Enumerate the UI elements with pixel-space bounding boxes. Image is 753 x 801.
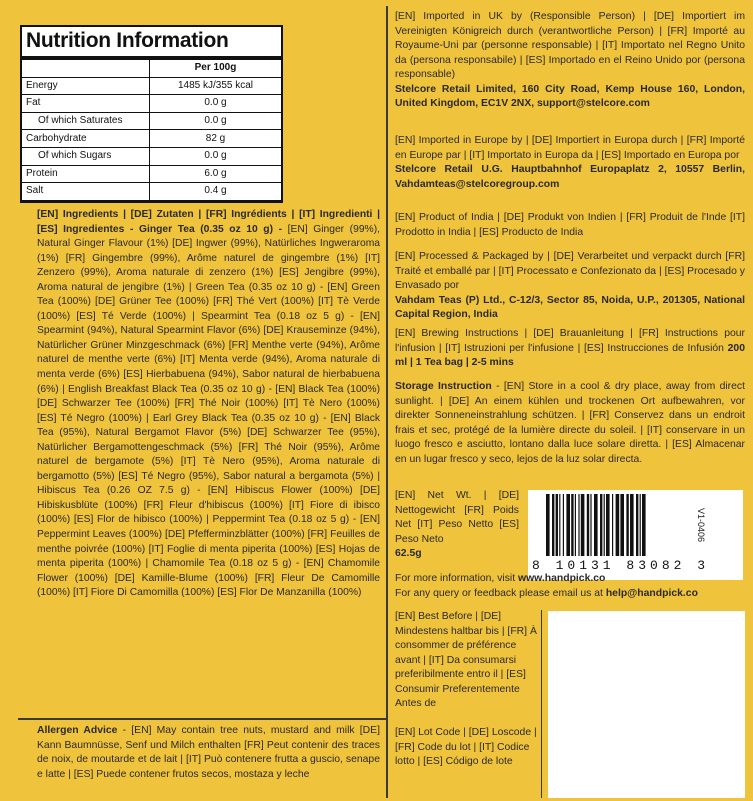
nutrient-value: 1485 kJ/355 kcal: [150, 77, 282, 95]
barcode-bar: [552, 494, 554, 556]
nutrition-title: Nutrition Information: [22, 27, 281, 60]
per-100g-header: Per 100g: [150, 60, 282, 77]
brewing-text: [EN] Brewing Instructions | [DE] Brauanleitung | [FR] Instructions pour l'infusion | [IT] Istruzioni per l'infusione | [ES] Instrucciones de Infusión: [395, 328, 745, 354]
storage-block: [395, 380, 745, 480]
barcode-bar: [581, 494, 585, 556]
import-eu-block: [395, 134, 745, 206]
barcode-number: 8 10131 83082 3: [532, 558, 710, 573]
column-divider: [386, 6, 388, 798]
origin-block: [EN] Product of India | [DE] Produkt von Indien | [FR] Produit de l'Inde [IT] Prodotto in India | [ES] Producto de India: [395, 212, 745, 238]
barcode-bar: [559, 494, 560, 556]
nutrition-rows: [22, 60, 281, 201]
ingredients-text: [EN] Ginger (99%), Natural Ginger Flavour (1%) [DE] Ingwer (99%), Natürliches Ingweraroma (1%) [FR] Gingembre (99%), Arôme naturel de gingembre (1%) [IT] Zenzero (99%), Aroma naturale di zenzero (1%) [ES] Jengibre (99%), Aroma natural de jengibre (1%) | Green Tea (0.35 oz 10 g) - [EN] Green Tea (100%) [DE] Grüner Tee (100%) [FR] Thé Vert (100%) [IT] Tè Verde (100%) [ES] Té Verde (100%) | Spearmint Tea (0.18 oz 5 g) - [EN] Spearmint (94%), Natural Spearmint Flavor (6%) [DE] Krauseminze (94%), Natürlicher Grüner Minzgeschmack (6%) [FR] Menthe verte (94%), Arôme naturel de menthe verte (6%) [IT] Menta verde (94%), Aroma naturale di menta verde (6%) [ES] Hierbabuena (94%), Sabor natural de hierbabuena (6%) | English Breakfast Black Tea (0.35 oz 10 g) - [EN] Black Tea (100%) [DE] Schwarzer Tee (100%) [FR] Thé Noir (100%) [IT] Tè Nero (100%) [ES] Té Negro (100%) | Earl Grey Black Tea (0.35 oz 10 g) - [EN] Black Tea (95%), Natural Bergamot Flavor (5%) [DE] Schwarzer Tee (95%), Natürlicher Bergamottengeschmack (5%) [FR] Thé Noir (95%), Arôme naturel de bergamote (5%) [IT] Tè Nero (95%), Aroma naturale di bergamotto (5%) [ES] Té Negro (95%), Sabor natural a bergamota (5%) | Hibiscus Tea (0.26 OZ 7.5 g) - [EN] Hibiscus Flower (100%) [DE] Hibiskusblüte (100%) [FR] Fleur d'hibiscus (100%) [IT] Fiore di ibisco (100%) [ES] Flor de hibisco (100%) | Peppermint Tea (0.18 oz 5 g) - [EN] Peppermint Leaves (100%) [DE] Pfefferminzblätter (100%) [FR] Feuilles de menthe poivrée (100%) [IT] Foglie di menta piperita (100%) [ES] Hojas de menta piperita (100%) | Chamomile Tea (0.18 oz 5 g) - [EN] Chamomile Flower (100%) [DE] Kamille-Blume (100%) [FR] Fleur De Camomille (100%) [IT] Fiore Di Camomilla (100%) [ES] Flor De Manzanilla (100%): [37, 223, 380, 599]
import-uk-address: Stelcore Retail Limited, 160 City Road, Kemp House 160, London, United Kingdom, EC1V 2NX, support@stelcore.com: [395, 83, 745, 109]
net-weight-value: 62.5g: [395, 548, 422, 559]
barcode-bar: [587, 494, 589, 556]
nutrient-value: 0.4 g: [150, 183, 282, 201]
nutrient-value: 0.0 g: [150, 112, 282, 130]
best-before-field: [548, 611, 745, 723]
import-uk-text: [EN] Imported in UK by (Responsible Person) | [DE] Importiert im Vereinigten Königreich durch (verantwortliche Person) | [FR] Importé au Royaume-Uni par (personne responsable) | [IT] Importato nel Regno Unito da (persona responsabile) | [ES] Importado en el Reino Unido por (persona responsable): [395, 11, 745, 80]
barcode-bar: [642, 494, 646, 556]
import-eu-text: [EN] Imported in Europe by | [DE] Importiert in Europa durch | [FR] Importé en Europe par | [IT] Importato in Europa da | [ES] Importado en Europa por: [395, 135, 745, 161]
barcode-bar: [546, 494, 550, 556]
barcode-bar: [600, 494, 602, 556]
barcode-bar: [571, 494, 573, 556]
barcode-bar: [578, 494, 579, 556]
ingredients-header: [EN] Ingredients | [DE] Zutaten | [FR] Ingrédients | [IT] Ingredienti | [ES] Ingredientes - Ginger Tea (0.35 oz 10 g) -: [37, 209, 380, 235]
best-before-block: [EN] Best Before | [DE] Mindestens haltbar bis | [FR] À consommer de préférence avant | [IT] Da consumarsi preferibilmente entro il | [ES] Consumir Preferentemente Antes de: [395, 611, 537, 709]
import-eu-address: Stelcore Retail U.G. Hauptbahnhof Europaplatz 2, 10557 Berlin, Vahdamteas@stelcoregroup.com: [395, 164, 745, 190]
barcode-bar: [606, 494, 610, 556]
barcode-bar: [640, 494, 641, 556]
barcode-bar: [575, 494, 576, 556]
nutrient-value: 82 g: [150, 130, 282, 148]
allergen-block: [37, 724, 380, 796]
import-uk-block: [395, 10, 745, 122]
feedback-text: For any query or feedback please email us at: [395, 588, 606, 599]
nutrient-value: 0.0 g: [150, 147, 282, 165]
more-info-text: For more information, visit: [395, 573, 518, 584]
processed-address: Vahdam Teas (P) Ltd., C-12/3, Sector 85, Noida, U.P., 201305, National Capital Region, India: [395, 294, 745, 320]
website-link[interactable]: www.handpick.co: [518, 573, 606, 584]
storage-label: Storage Instruction: [395, 381, 492, 392]
more-info-line: [395, 572, 745, 588]
barcode: [528, 490, 743, 580]
brewing-block: [395, 327, 745, 372]
nutrition-table: [20, 25, 283, 203]
processed-block: [395, 250, 745, 320]
barcode-bar: [612, 494, 613, 556]
nutrient-name: Salt: [22, 183, 150, 201]
nutrient-name: Energy: [22, 77, 150, 95]
best-before-divider: [541, 610, 542, 798]
barcode-bar: [566, 494, 570, 556]
barcode-bar: [636, 494, 638, 556]
nutrient-name: Of which Sugars: [22, 147, 150, 165]
product-code: V1-0406: [696, 508, 706, 543]
barcode-bar: [604, 494, 605, 556]
barcode-bar: [630, 494, 634, 556]
nutrient-name: Carbohydrate: [22, 130, 150, 148]
nutrient-name: Protein: [22, 165, 150, 183]
barcode-bar: [616, 494, 620, 556]
allergen-text: - [EN] May contain tree nuts, mustard and milk [DE] Kann Baumnüsse, Senf und Milch enthalten [FR] Peut contenir des traces de noix, de moutarde et de lait | [IT] Può contenere frutta a guscio, senape e latte | [ES] Puede contener frutos secos, mostaza y leche: [37, 725, 380, 780]
nutrient-value: 6.0 g: [150, 165, 282, 183]
nutrient-value: 0.0 g: [150, 95, 282, 113]
barcode-bar: [626, 494, 628, 556]
barcode-bar: [594, 494, 598, 556]
feedback-line: [395, 587, 745, 603]
barcode-bar: [620, 494, 624, 556]
processed-text: [EN] Processed & Packaged by | [DE] Verarbeitet und verpackt durch [FR] Traité et emballé par | [IT] Processato e Confezionato da | [ES] Procesado y Envasado por: [395, 251, 745, 291]
net-weight-label: [EN] Net Wt. | [DE] Nettogewicht [FR] Poids Net [IT] Peso Netto [ES] Peso Neto: [395, 490, 519, 545]
storage-text: - [EN] Store in a cool & dry place, away from direct sunlight. | [DE] An einem kühlen und trockenen Ort aufbewahren, vor direkter Sonneneinstrahlung schützen. | [FR] Conservez dans un endroit frais et sec, protégé de la lumière directe du soleil. | [IT] conservare in un luogo fresco e asciutto, lontano dalla luce solare diretta. | [ES] Almacenar en un lugar fresco y seco, lejos de la luz solar directa.: [395, 381, 745, 465]
ingredients-block: [37, 208, 380, 713]
net-weight-block: [395, 489, 519, 569]
support-email-link[interactable]: help@handpick.co: [605, 588, 698, 599]
allergen-divider: [18, 718, 388, 720]
allergen-label: Allergen Advice: [37, 725, 118, 736]
nutrient-name: Fat: [22, 95, 150, 113]
nutrient-name: Of which Saturates: [22, 112, 150, 130]
lot-code-field: [548, 723, 745, 798]
barcode-bar: [563, 494, 564, 556]
barcode-bar: [590, 494, 591, 556]
lot-code-block: [EN] Lot Code | [DE] Loscode | [FR] Code du lot | [IT] Codice lotto | [ES] Código de lote: [395, 727, 537, 767]
barcode-bar: [556, 494, 558, 556]
brewing-values: 200 ml | 1 Tea bag | 2-5 mins: [395, 342, 745, 368]
